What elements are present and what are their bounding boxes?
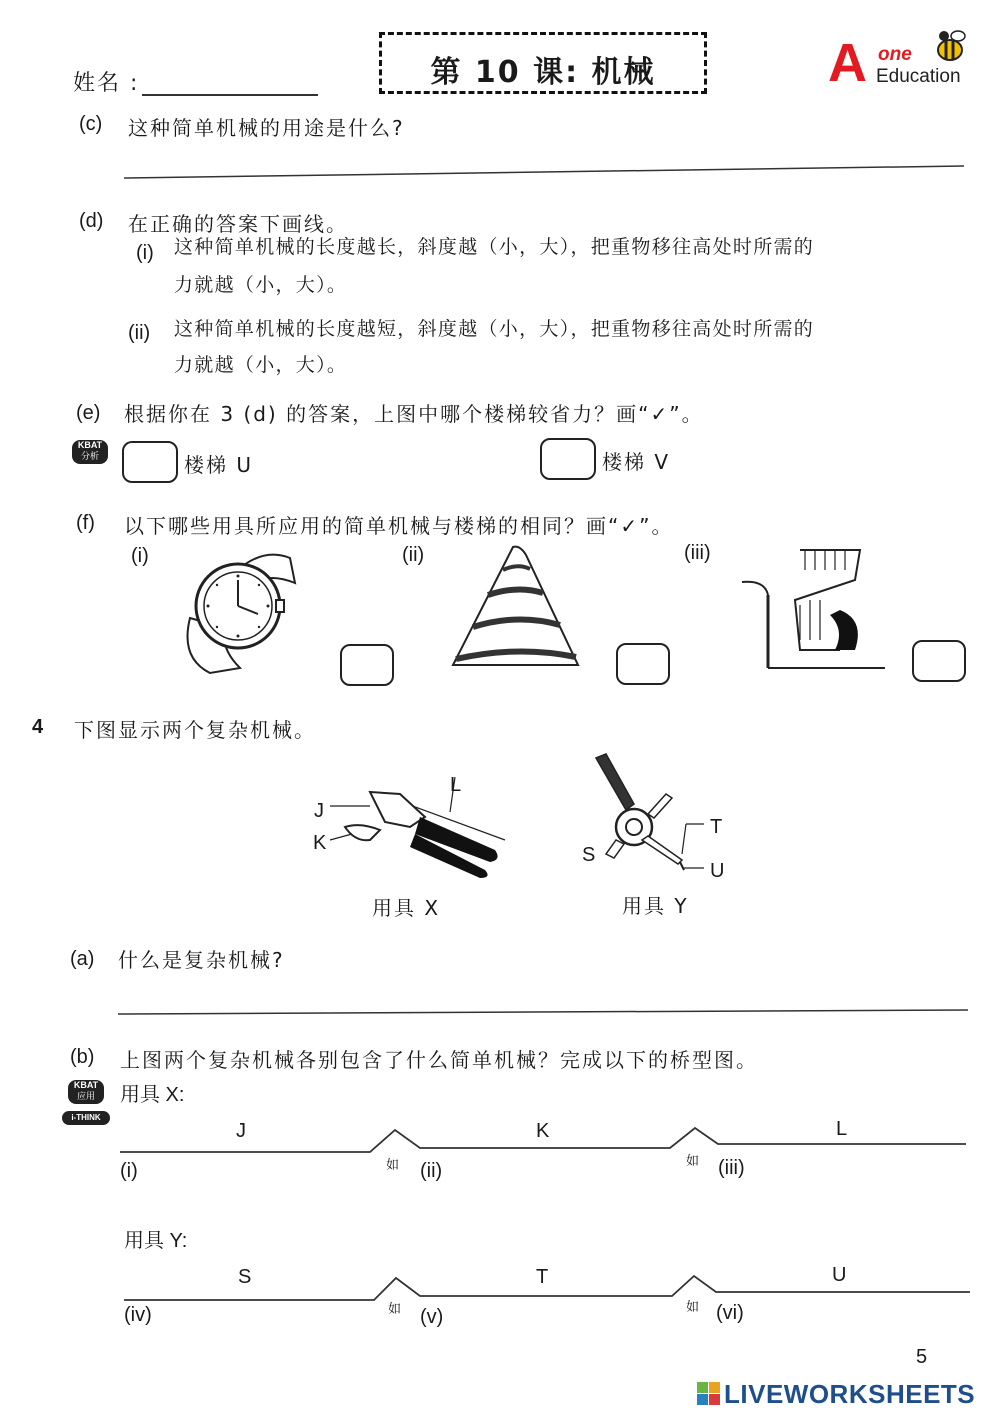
lws-grid-icon [697, 1382, 721, 1406]
bridge-y-slot-v[interactable]: (v) [420, 1306, 444, 1328]
q3c-number: (c) [79, 113, 103, 135]
kbat-sub-label: 应用 [76, 1091, 95, 1101]
bridge-x-item-j: J [236, 1120, 246, 1142]
option-stair-u: 楼梯 U [184, 453, 253, 477]
q3d-text: 在正确的答案下画线。 [128, 212, 348, 236]
q3f-number: (f) [76, 512, 95, 534]
bridge-x-as-2: 如 [686, 1154, 700, 1169]
tool-x-caption: 用具 X [372, 896, 441, 920]
bee-icon [930, 26, 970, 66]
q4-text: 下图显示两个复杂机械。 [74, 718, 316, 742]
checkbox-stair-u[interactable] [122, 441, 178, 483]
q4a-number: (a) [70, 948, 95, 970]
option-stair-v: 楼梯 V [602, 450, 671, 474]
tool-x-label-j: J [314, 800, 324, 822]
checkbox-spiral-staircase[interactable] [912, 640, 966, 682]
tool-y-hand-drill-icon [586, 752, 716, 882]
tool-x-label-k: K [313, 832, 327, 854]
bridge-y-item-s: S [238, 1266, 252, 1288]
q3f-label-ii: (ii) [402, 544, 425, 566]
spiral-staircase-icon [740, 540, 890, 670]
checkbox-spiral-hill[interactable] [616, 643, 670, 685]
i-think-badge: i-THINK [62, 1111, 110, 1125]
q3d-i-line1[interactable]: 这种简单机械的长度越长，斜度越（小，大），把重物移往高处时所需的 [174, 236, 815, 258]
checkbox-stair-v[interactable] [540, 438, 596, 480]
bridge-y-slot-iv[interactable]: (iv) [124, 1304, 152, 1326]
bridge-x-slot-i[interactable]: (i) [120, 1160, 138, 1182]
kbat-badge-apply [68, 1080, 104, 1104]
spiral-hill-icon [448, 545, 588, 675]
logo-education: Education [876, 66, 961, 87]
q4b-text: 上图两个复杂机械各别包含了什么简单机械？完成以下的桥型图。 [120, 1048, 758, 1072]
tool-y-label-u: U [710, 860, 725, 882]
bridge-y-item-t: T [536, 1266, 549, 1288]
bridge-x-slot-iii[interactable]: (iii) [718, 1157, 745, 1179]
q3f-label-i: (i) [131, 545, 149, 567]
q4b-number: (b) [70, 1046, 95, 1068]
q3d-ii-line1[interactable]: 这种简单机械的长度越短，斜度越（小，大），把重物移往高处时所需的 [174, 318, 815, 340]
bridge-y-as-2: 如 [686, 1300, 700, 1315]
bridge-x-slot-ii[interactable]: (ii) [420, 1160, 443, 1182]
bridge-x-item-k: K [536, 1120, 550, 1142]
q3e-number: (e) [76, 402, 101, 424]
q3f-label-iii: (iii) [684, 542, 711, 564]
tool-x-can-opener-icon [330, 772, 530, 882]
q3d-ii-number: (ii) [128, 322, 151, 344]
q3c-text: 这种简单机械的用途是什么? [128, 116, 405, 140]
logo-one: one [878, 44, 912, 65]
aone-logo [826, 26, 976, 96]
kbat-badge-analyze [72, 440, 108, 464]
title-box [379, 32, 707, 94]
bridge-y-item-u: U [832, 1264, 847, 1286]
q3d-ii-line2[interactable]: 力就越（小，大）。 [174, 354, 348, 376]
tool-y-label-s: S [582, 844, 596, 866]
tool-x-label-l: L [450, 774, 462, 796]
tool-y-caption: 用具 Y [622, 894, 689, 918]
bridge-x-as-1: 如 [386, 1158, 400, 1173]
name-field[interactable] [142, 94, 318, 96]
page-number: 5 [916, 1346, 928, 1368]
kbat-sub-label: 分析 [80, 451, 99, 461]
checkbox-watch[interactable] [340, 644, 394, 686]
q4a-answer-line[interactable] [118, 1008, 968, 1018]
q3d-number: (d) [79, 210, 104, 232]
tool-x-map-label: 用具 X: [120, 1084, 185, 1106]
bridge-x-item-l: L [836, 1118, 848, 1140]
q3c-answer-line[interactable] [124, 162, 964, 182]
q3f-text: 以下哪些用具所应用的简单机械与楼梯的相同？画“✓”。 [124, 514, 674, 538]
name-label: 姓名 : [73, 71, 140, 96]
kbat-label: KBAT [77, 440, 103, 450]
page-title: 第 10 课: 机械 [430, 55, 656, 90]
tool-y-label-t: T [710, 816, 723, 838]
wristwatch-icon [170, 548, 310, 678]
bridge-y-slot-vi[interactable]: (vi) [716, 1302, 744, 1324]
logo-letter-a: A [828, 33, 867, 93]
bridge-y-as-1: 如 [388, 1302, 402, 1317]
kbat-label: KBAT [73, 1080, 99, 1090]
tool-y-map-label: 用具 Y: [124, 1230, 188, 1252]
q4-number: 4 [32, 716, 44, 738]
q3e-text: 根据你在 3 (d) 的答案，上图中哪个楼梯较省力？画“✓”。 [124, 402, 704, 426]
q3d-i-line2[interactable]: 力就越（小，大）。 [174, 274, 348, 296]
q3d-i-number: (i) [136, 242, 154, 264]
lws-brand-text: LIVEWORKSHEETS [724, 1379, 976, 1409]
q4a-text: 什么是复杂机械? [118, 948, 285, 972]
